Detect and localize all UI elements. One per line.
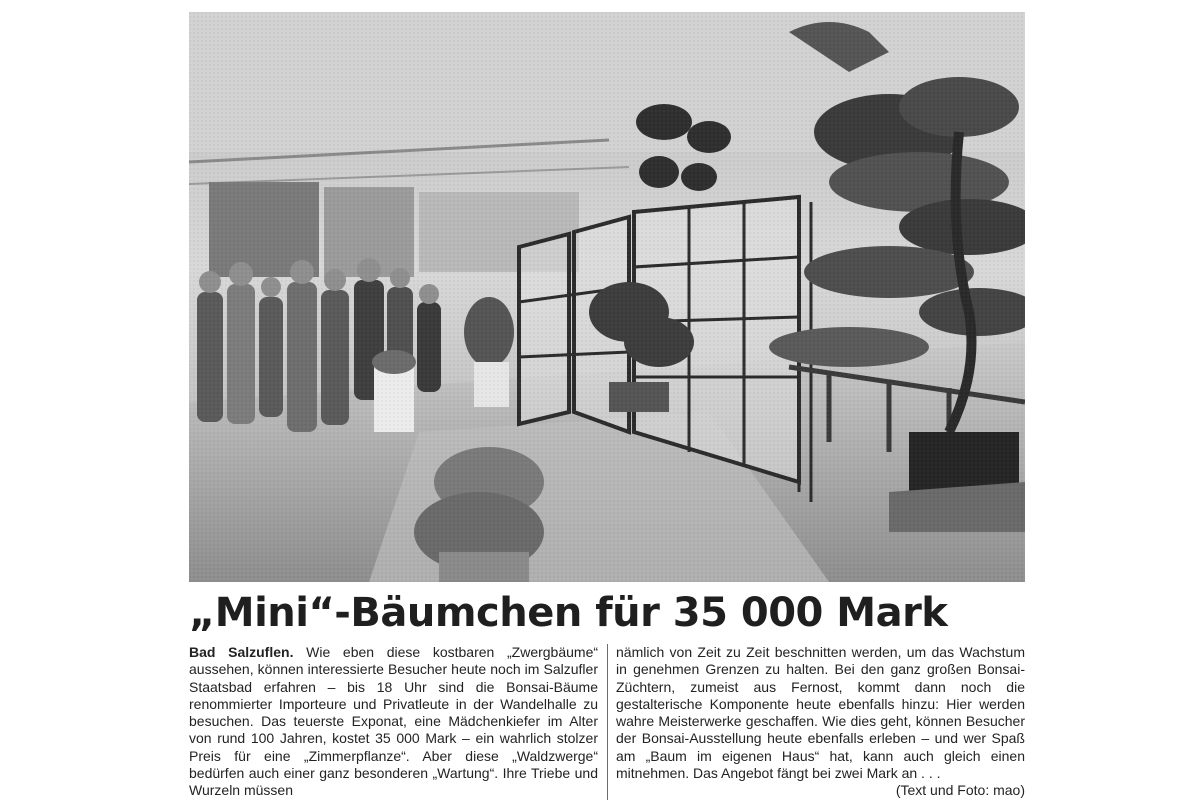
article-dateline: Bad Salzuflen. <box>189 644 294 660</box>
article-column-left-text: Wie eben diese kostbaren „Zwergbäume“ aussehen, können interessierte Besucher heute noch im Salzufler Staatsbad erfahren – bis 18 Uhr sind die Bonsai-Bäume renommierter Importeure und Privatleute in der Wandelhalle zu besuchen. Das teuerste Exponat, eine Mädchenkiefer im Alter von rund 100 Jahren, kostet 35 000 Mark – ein wahrlich stolzer Preis für eine „Zimmerpflanze“. Aber diese „Waldzwerge“ bedürfen auch einer ganz besonderen „Wartung“. Ihre Triebe und Wurzeln müssen <box>189 644 599 799</box>
article-column-right <box>616 644 1025 800</box>
newspaper-clipping <box>189 12 1025 800</box>
article-column-right-text: nämlich von Zeit zu Zeit beschnitten werden, um das Wachstum in genehmen Grenzen zu halten. Bei den ganz großen Bonsai-Züchtern, zumeist aus Fernost, kommt dann noch die gestalterische Komponente heute ebenfalls hinzu: Hier werden wahre Meisterwerke geschaffen. Wie dies geht, können Besucher der Bonsai-Ausstellung heute ebenfalls erleben – und wer Spaß am „Baum im eigenen Haus“ hat, kann auch gleich einen mitnehmen. Das Angebot fängt bei zwei Mark an . . . <box>616 644 1025 782</box>
article-headline: „Mini“-Bäumchen für 35 000 Mark <box>189 590 948 636</box>
column-divider <box>607 644 608 800</box>
bonsai-exhibition-photo <box>189 12 1025 582</box>
article-body <box>189 644 1025 800</box>
article-column-left <box>189 644 598 800</box>
exhibition-photo <box>189 12 1025 582</box>
photo-credit: (Text und Foto: mao) <box>895 782 1025 799</box>
